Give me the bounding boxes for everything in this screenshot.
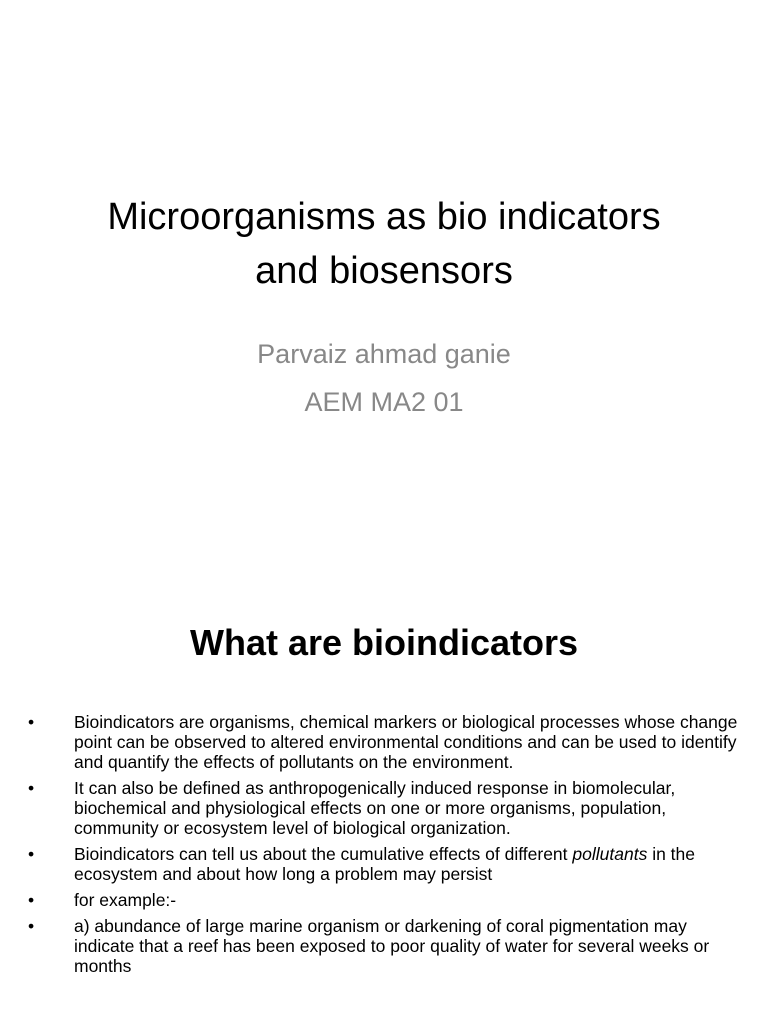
bullet-text-italic: pollutants bbox=[572, 844, 648, 864]
bullet-text: Bioindicators are organisms, chemical markers or biological processes whose change point can be observed to altered environmental conditions and can be used to identify and quantify the effects of pollutants on the environment. bbox=[74, 712, 738, 772]
bullet-icon: • bbox=[28, 890, 35, 910]
bullet-text-after: in the ecosystem and about how long a problem may persist bbox=[74, 844, 696, 884]
slide-heading: What are bioindicators bbox=[189, 622, 579, 663]
bullet-icon: • bbox=[28, 844, 35, 864]
bullet-icon: • bbox=[28, 916, 35, 936]
bullet-text-before: Bioindicators can tell us about the cumulative effects of different bbox=[74, 844, 573, 864]
subtitle-block bbox=[40, 330, 728, 426]
bullet-icon: • bbox=[28, 712, 35, 732]
author-name: Parvaiz ahmad ganie bbox=[257, 339, 511, 369]
course-code: AEM MA2 01 bbox=[304, 387, 464, 417]
bullet-item bbox=[26, 778, 738, 838]
bullet-text: It can also be defined as anthropogenically induced response in biomolecular, biochemical and physiological effects on one or more organisms, population, community or ecosystem level of biological organization. bbox=[74, 778, 676, 838]
bullet-item bbox=[26, 890, 738, 910]
bullet-icon: • bbox=[28, 778, 35, 798]
bullet-item bbox=[26, 712, 738, 772]
title-line-2: and biosensors bbox=[255, 250, 513, 292]
bullet-text: a) abundance of large marine organism or darkening of coral pigmentation may indicate that a reef has been exposed to poor quality of water for several weeks or months bbox=[74, 916, 710, 976]
content-slide bbox=[0, 576, 768, 1024]
bullet-item bbox=[26, 916, 738, 976]
presentation-title bbox=[40, 190, 728, 298]
title-line-1: Microorganisms as bio indicators bbox=[107, 196, 661, 238]
bullet-item bbox=[26, 844, 738, 884]
bullet-text: for example:- bbox=[74, 890, 177, 910]
bullet-list bbox=[26, 712, 738, 982]
